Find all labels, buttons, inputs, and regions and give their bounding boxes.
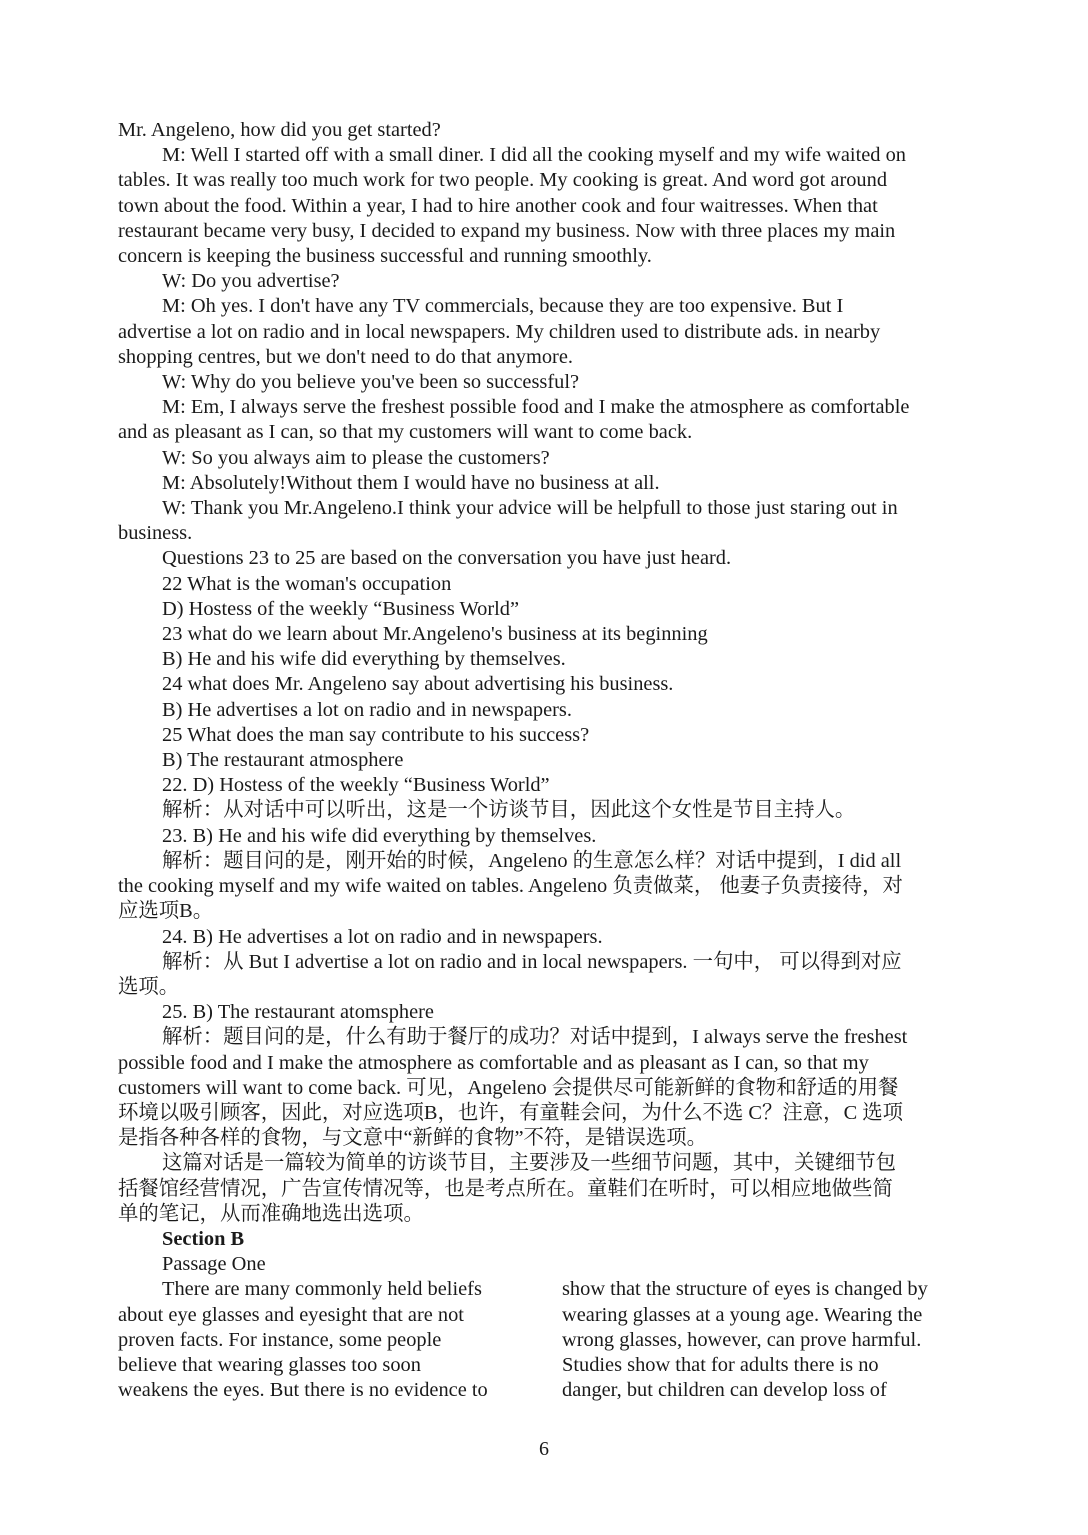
dialogue-line: town about the food. Within a year, I had to hire another cook and four waitresses. When that [118, 194, 878, 217]
answer-key-line: 24. B) He advertises a lot on radio and in newspapers. [162, 925, 603, 948]
document-body [118, 118, 966, 1403]
dialogue-line: M: Em, I always serve the freshest possible food and I make the atmosphere as comfortable [162, 396, 910, 419]
dialogue-line: M: Absolutely!Without them I would have no business at all. [162, 471, 660, 494]
question-line: 25 What does the man say contribute to his success? [162, 723, 590, 746]
summary-line: 单的笔记，从而准确地选出选项。 [118, 1202, 424, 1225]
summary-line: 这篇对话是一篇较为简单的访谈节目，主要涉及一些细节问题，其中，关键细节包 [162, 1152, 897, 1175]
passage-left-column [118, 1277, 522, 1403]
passage-line: There are many commonly held beliefs [162, 1278, 482, 1301]
analysis-line: 是指各种各样的食物，与文意中“新鲜的食物”不符，是错误选项。 [118, 1127, 708, 1150]
passage-line: wrong glasses, however, can prove harmful. [562, 1328, 922, 1351]
dialogue-line: concern is keeping the business successful and running smoothly. [118, 245, 652, 268]
dialogue-line: W: Do you advertise? [162, 270, 340, 293]
passage-line: proven facts. For instance, some people [118, 1328, 442, 1351]
analysis-line: 环境以吸引顾客，因此，对应选项B，也许，有童鞋会问，为什么不选 C？注意，C 选项 [118, 1101, 904, 1124]
answer-key-line: 22. D) Hostess of the weekly “Business World” [162, 774, 550, 797]
analysis-block [118, 849, 966, 1227]
passage-line: weakens the eyes. But there is no evidence to [118, 1379, 488, 1402]
answer-line: B) He and his wife did everything by themselves. [162, 648, 566, 671]
dialogue-line: shopping centres, but we don't need to do that anymore. [118, 345, 573, 368]
dialogue-line: M: Oh yes. I don't have any TV commercials, because they are too expensive. But I [162, 295, 844, 318]
passage-line: about eye glasses and eyesight that are not [118, 1303, 464, 1326]
answer-line: B) He advertises a lot on radio and in newspapers. [162, 698, 572, 721]
question-line: 23 what do we learn about Mr.Angeleno's business at its beginning [162, 623, 708, 646]
passage-line: wearing glasses at a young age. Wearing the [562, 1303, 923, 1326]
passage-right-column [562, 1277, 966, 1403]
dialogue-line: and as pleasant as I can, so that my customers will want to come back. [118, 421, 693, 444]
passage-line: believe that wearing glasses too soon [118, 1353, 421, 1376]
analysis-line: the cooking myself and my wife waited on tables. Angeleno 负责做菜， 他妻子负责接待，对 [118, 875, 903, 898]
dialogue-line: restaurant became very busy, I decided to expand my business. Now with three places my main [118, 219, 896, 242]
passage-title: Passage One [162, 1253, 266, 1276]
analysis-line: possible food and I make the atmosphere as comfortable and as pleasant as I can, so that my [118, 1051, 869, 1074]
section-heading: Section B [162, 1227, 245, 1250]
page-number: 6 [539, 1438, 549, 1460]
questions-block [118, 546, 966, 848]
dialogue-block [118, 143, 966, 546]
analysis-line: 选项。 [118, 975, 180, 998]
question-line: 22 What is the woman's occupation [162, 572, 452, 595]
analysis-line: 解析：从对话中可以听出，这是一个访谈节目，因此这个女性是节目主持人。 [162, 799, 856, 822]
answer-line: B) The restaurant atmosphere [162, 749, 404, 772]
analysis-line: 解析：从 But I advertise a lot on radio and in local newspapers. 一句中， 可以得到对应 [162, 950, 902, 973]
passage-line: show that the structure of eyes is changed by [562, 1278, 928, 1301]
passage-line: Studies show that for adults there is no [562, 1353, 879, 1376]
analysis-line: 应选项B。 [118, 900, 214, 923]
summary-line: 括餐馆经营情况，广告宣传情况等，也是考点所在。童鞋们在听时，可以相应地做些简 [118, 1177, 893, 1200]
answer-key-line: 25. B) The restaurant atomsphere [162, 1001, 434, 1024]
answer-line: D) Hostess of the weekly “Business World” [162, 597, 520, 620]
analysis-line: customers will want to come back. 可见，Angeleno 会提供尽可能新鲜的食物和舒适的用餐 [118, 1076, 899, 1099]
dialogue-line: business. [118, 522, 193, 545]
dialogue-line: W: So you always aim to please the customers? [162, 446, 550, 469]
dialogue-line: M: Well I started off with a small diner. I did all the cooking myself and my wife waited on [162, 144, 906, 167]
passage-line: danger, but children can develop loss of [562, 1379, 887, 1402]
dialogue-line: advertise a lot on radio and in local newspapers. My children used to distribute ads. in nearby [118, 320, 881, 343]
answer-key-line: 23. B) He and his wife did everything by themselves. [162, 824, 597, 847]
question-line: Questions 23 to 25 are based on the conversation you have just heard. [162, 547, 732, 570]
passage-columns [118, 1277, 966, 1403]
dialogue-line: W: Thank you Mr.Angeleno.I think your advice will be helpfull to those just staring out in [162, 497, 898, 520]
analysis-line: 解析：题目问的是，刚开始的时候，Angeleno 的生意怎么样？对话中提到，I did all [162, 849, 902, 872]
analysis-line: 解析：题目问的是，什么有助于餐厅的成功？对话中提到，I always serve the freshest [162, 1026, 908, 1049]
dialogue-line: tables. It was really too much work for two people. My cooking is great. And word got around [118, 169, 888, 192]
question-line: 24 what does Mr. Angeleno say about advertising his business. [162, 673, 674, 696]
dialogue-line: W: Why do you believe you've been so successful? [162, 371, 580, 394]
text-line: Mr. Angeleno, how did you get started? [118, 119, 441, 141]
